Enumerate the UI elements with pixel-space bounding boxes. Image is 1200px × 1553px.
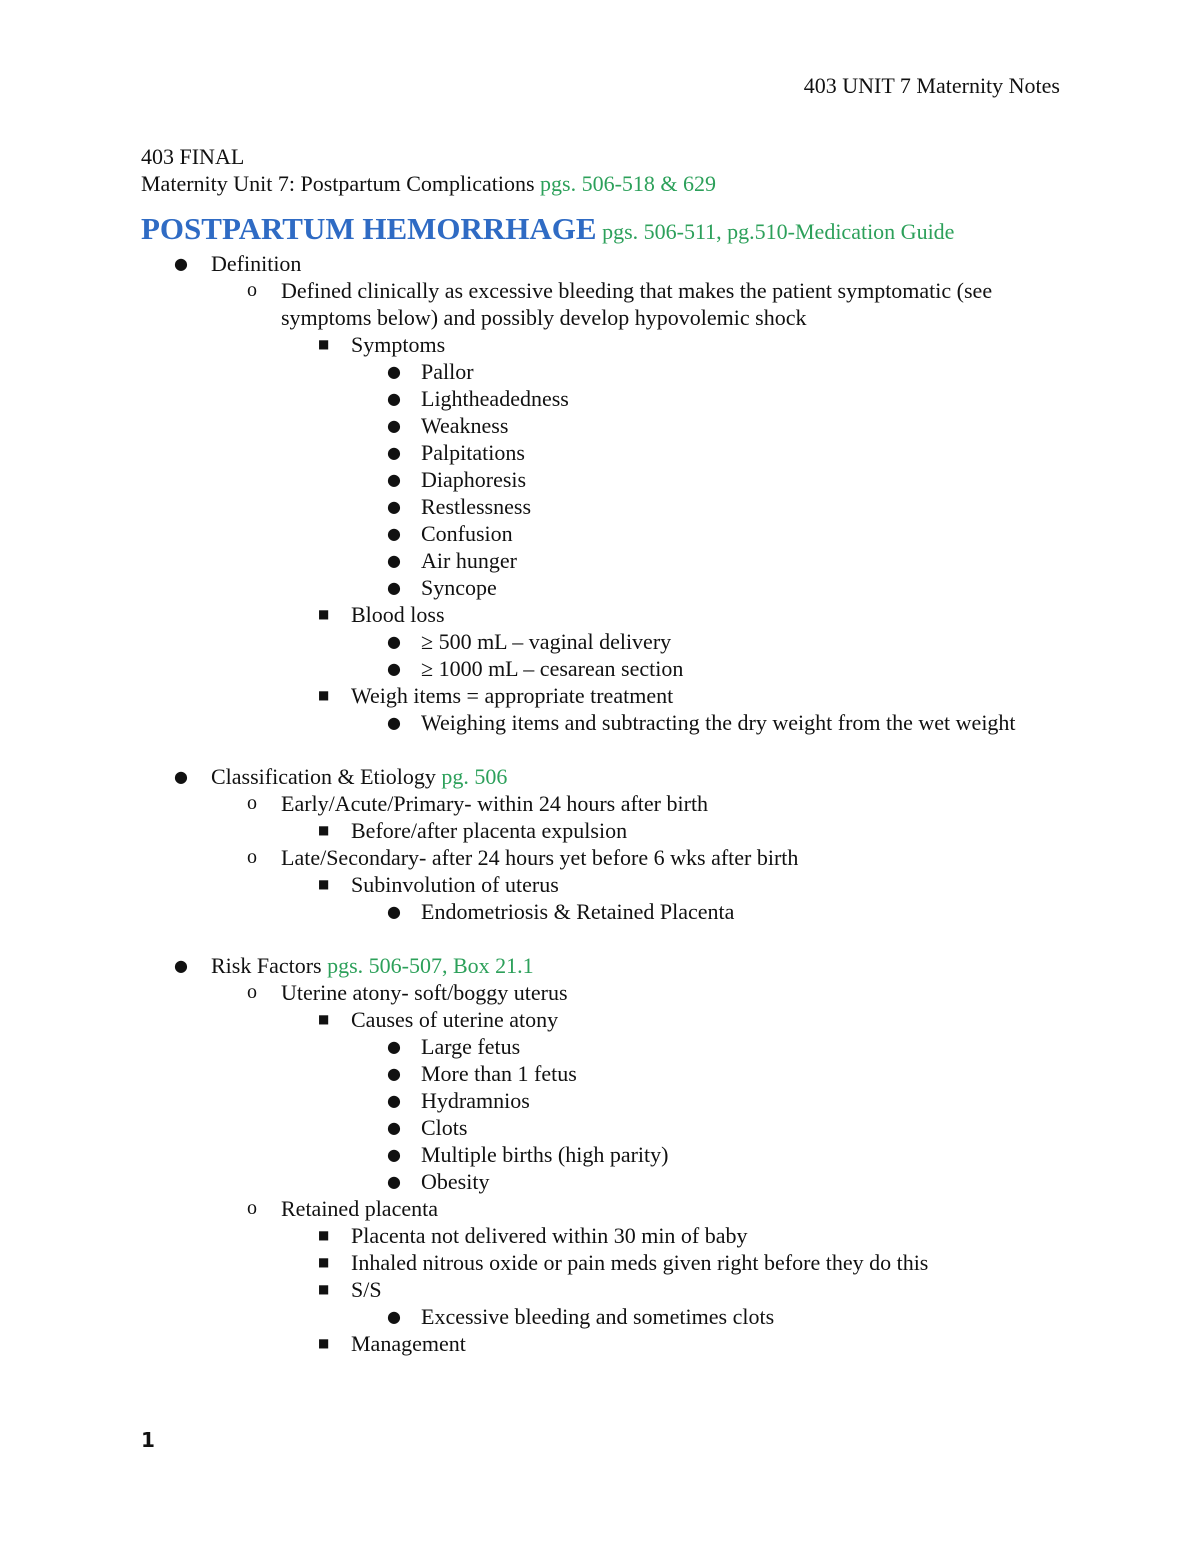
atony-detail-list xyxy=(281,1006,1061,1195)
page-ref: pgs. 506-507, Box 21.1 xyxy=(327,953,534,978)
bullet-icon: ● xyxy=(387,470,401,489)
list-item: ● Lightheadedness xyxy=(387,386,569,411)
bullet-icon: ● xyxy=(387,524,401,543)
list-item: ● Weighing items and subtracting the dry weight from the wet weight xyxy=(387,710,1016,735)
bullet-icon: ● xyxy=(387,551,401,570)
circle-bullet-icon: o xyxy=(247,279,257,301)
section-heading xyxy=(141,211,1061,250)
square-bullet-icon: ■ xyxy=(318,877,330,891)
list-item: ● Syncope xyxy=(387,575,497,600)
list-item: ● Pallor xyxy=(387,359,474,384)
atony-causes-item: ■ Causes of uterine atony ● Large fetus ● More than 1 fetus ● Hydramnios ● Clots ● Multiple births (high parity) ● Obesity xyxy=(281,1006,1061,1195)
bullet-icon: ● xyxy=(387,578,401,597)
retained-placenta-item: o Retained placenta ■ Placenta not delivered within 30 min of baby ■ Inhaled nitrous oxide or pain meds given right before they do this ■ S/S ● Excessive bleeding and sometimes clots ■ Management xyxy=(211,1195,1061,1357)
section-page-ref: pgs. 506-511, pg.510-Medication Guide xyxy=(596,219,955,244)
list-item: ● ≥ 1000 mL – cesarean section xyxy=(387,656,684,681)
unit-title: Maternity Unit 7: Postpartum Complications xyxy=(141,171,541,196)
list-item: ● Palpitations xyxy=(387,440,525,465)
list-item: ● ≥ 500 mL – vaginal delivery xyxy=(387,629,672,654)
bullet-icon: ● xyxy=(387,902,401,921)
bullet-icon: ● xyxy=(387,1064,401,1083)
list-item: ● Obesity xyxy=(387,1169,490,1194)
square-bullet-icon: ■ xyxy=(318,1336,330,1350)
item-label: Symptoms xyxy=(351,332,446,357)
early-detail-list xyxy=(281,817,1061,844)
square-bullet-icon: ■ xyxy=(318,337,330,351)
list-item: ■ Inhaled nitrous oxide or pain meds given right before they do this xyxy=(318,1250,929,1275)
unit-page-ref: pgs. 506-518 & 629 xyxy=(540,171,717,196)
list-item: ● Endometriosis & Retained Placenta xyxy=(387,899,735,924)
square-bullet-icon: ■ xyxy=(318,823,330,837)
bullet-icon: ● xyxy=(387,1145,401,1164)
list-item: ● Confusion xyxy=(387,521,513,546)
risk-sublist xyxy=(211,979,1061,1357)
list-item: ● Hydramnios xyxy=(387,1088,530,1113)
outline-item-definition xyxy=(141,250,1061,736)
list-item: ● Excessive bleeding and sometimes clots xyxy=(387,1304,775,1329)
bullet-icon: ● xyxy=(387,1307,401,1326)
running-header: 403 UNIT 7 Maternity Notes xyxy=(803,73,1060,98)
page-ref: pg. 506 xyxy=(441,764,508,789)
circle-bullet-icon: o xyxy=(247,846,257,868)
bullet-icon: ● xyxy=(387,443,401,462)
bullet-icon: ● xyxy=(387,713,401,732)
list-item: ■ Placenta not delivered within 30 min of baby xyxy=(318,1223,748,1248)
doc-line-unit xyxy=(141,170,1061,197)
classification-sublist xyxy=(211,790,1061,925)
outline-list xyxy=(141,250,1061,1357)
list-item: ● Restlessness xyxy=(387,494,531,519)
circle-bullet-icon: o xyxy=(247,792,257,814)
list-item: ● Weakness xyxy=(387,413,509,438)
definition-sublist xyxy=(211,277,1061,736)
list-item: ■ Before/after placenta expulsion xyxy=(318,818,628,843)
outline-item-classification xyxy=(141,763,1061,925)
square-bullet-icon: ■ xyxy=(318,688,330,702)
bullet-icon: ● xyxy=(387,1118,401,1137)
bullet-icon: ● xyxy=(387,1091,401,1110)
management-item: ■ Management xyxy=(318,1331,466,1356)
doc-line-final: 403 FINAL xyxy=(141,144,245,169)
item-label: Definition xyxy=(211,251,302,276)
early-item: o Early/Acute/Primary- within 24 hours after birth ■ Before/after placenta expulsion xyxy=(211,790,1061,844)
weigh-items-item xyxy=(281,682,1061,736)
ss-list xyxy=(351,1303,1061,1330)
square-bullet-icon: ■ xyxy=(318,1228,330,1242)
square-bullet-icon: ■ xyxy=(318,1255,330,1269)
blood-loss-list xyxy=(351,628,1061,682)
late-sub-list xyxy=(351,898,1061,925)
bullet-icon: ● xyxy=(387,362,401,381)
blood-loss-item xyxy=(281,601,1061,682)
bullet-icon: ● xyxy=(387,1037,401,1056)
list-item: ● Clots xyxy=(387,1115,468,1140)
document-body xyxy=(141,143,1061,1357)
list-item: ● More than 1 fetus xyxy=(387,1061,577,1086)
definition-desc-item xyxy=(211,277,1061,736)
bullet-icon: ● xyxy=(174,254,188,273)
uterine-atony-item: o Uterine atony- soft/boggy uterus ■ Causes of uterine atony ● Large fetus ● More than 1 fetus ● Hydramnios ● Clots ● Multiple births (high parity) ● Obesity xyxy=(211,979,1061,1195)
definition-detail-list xyxy=(281,331,1061,736)
bullet-icon: ● xyxy=(387,416,401,435)
weigh-list xyxy=(351,709,1061,736)
atony-causes-list xyxy=(351,1033,1061,1195)
late-detail-list xyxy=(281,871,1061,925)
circle-bullet-icon: o xyxy=(247,1197,257,1219)
list-item: ● Diaphoresis xyxy=(387,467,527,492)
square-bullet-icon: ■ xyxy=(318,1012,330,1026)
ss-item: ■ S/S ● Excessive bleeding and sometimes clots xyxy=(281,1276,1061,1330)
list-item: ● Multiple births (high parity) xyxy=(387,1142,669,1167)
square-bullet-icon: ■ xyxy=(318,1282,330,1296)
retained-detail-list xyxy=(281,1222,1061,1357)
item-label: Blood loss xyxy=(351,602,445,627)
item-label: Weigh items = appropriate treatment xyxy=(351,683,674,708)
bullet-icon: ● xyxy=(387,1172,401,1191)
late-item: o Late/Secondary- after 24 hours yet before 6 wks after birth ■ Subinvolution of uterus ● Endometriosis & Retained Placenta xyxy=(211,844,1061,925)
bullet-icon: ● xyxy=(174,956,188,975)
bullet-icon: ● xyxy=(387,497,401,516)
item-label: Risk Factors xyxy=(211,953,328,978)
outline-item-risk-factors xyxy=(141,952,1061,1357)
bullet-icon: ● xyxy=(174,767,188,786)
symptoms-list xyxy=(351,358,1061,601)
bullet-icon: ● xyxy=(387,659,401,678)
page-number: 1 xyxy=(141,1428,155,1452)
bullet-icon: ● xyxy=(387,632,401,651)
item-label: Defined clinically as excessive bleeding that makes the patient symptomatic (see symptoms below) and possibly develop hypovolemic shock xyxy=(281,278,993,330)
list-item: ● Large fetus xyxy=(387,1034,521,1059)
square-bullet-icon: ■ xyxy=(318,607,330,621)
section-title: POSTPARTUM HEMORRHAGE xyxy=(141,211,597,246)
bullet-icon: ● xyxy=(387,389,401,408)
symptoms-item xyxy=(281,331,1061,601)
list-item: ● Air hunger xyxy=(387,548,517,573)
list-item: ■ Subinvolution of uterus ● Endometriosis & Retained Placenta xyxy=(281,871,1061,925)
item-label: Classification & Etiology xyxy=(211,764,442,789)
circle-bullet-icon: o xyxy=(247,981,257,1003)
